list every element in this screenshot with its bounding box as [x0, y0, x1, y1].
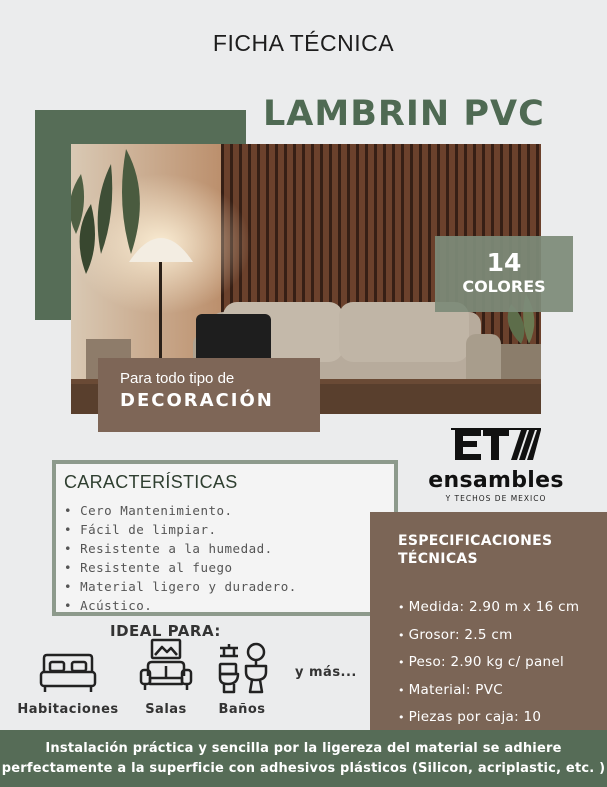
- logo-tagline: Y TECHOS DE MEXICO: [445, 494, 547, 503]
- footer-line2: perfectamente a la superficie con adhesivos plásticos (Silicon, acriplastic, etc. ): [1, 761, 606, 776]
- colors-count: 14: [486, 248, 522, 277]
- list-item: • Material ligero y duradero.: [64, 577, 394, 596]
- decoration-box: [98, 358, 320, 432]
- colors-label: COLORES: [462, 277, 546, 296]
- logo-brand-text: ensambles: [428, 468, 564, 493]
- footer-banner: [0, 730, 607, 787]
- room-label: Baños: [218, 702, 266, 717]
- room-label: Habitaciones: [17, 702, 119, 717]
- specifications-title-line1: ESPECIFICACIONES: [398, 533, 553, 549]
- room-banos: [208, 640, 276, 717]
- specifications-box: [370, 512, 607, 730]
- footer-line1: Instalación práctica y sencilla por la ligereza del material se adhiere: [45, 741, 562, 756]
- room-habitaciones: [14, 652, 122, 717]
- list-item: • Material: PVC: [398, 677, 607, 705]
- product-title: LAMBRIN PVC: [263, 94, 545, 134]
- characteristics-box: [52, 460, 398, 616]
- list-item: • Fácil de limpiar.: [64, 520, 394, 539]
- list-item: • Acústico.: [64, 596, 394, 615]
- brand-logo: [426, 428, 566, 508]
- colors-badge: [435, 236, 573, 312]
- list-item: • Cero Mantenimiento.: [64, 501, 394, 520]
- list-item: • Piezas por caja: 10: [398, 704, 607, 732]
- decoration-line2: DECORACIÓN: [120, 390, 274, 411]
- characteristics-title: CARACTERÍSTICAS: [64, 472, 238, 492]
- sofa-icon: [138, 638, 194, 694]
- list-item: • Grosor: 2.5 cm: [398, 622, 607, 650]
- logo-mark-icon: [451, 428, 541, 462]
- list-item: • Medida: 2.90 m x 16 cm: [398, 594, 607, 622]
- bed-icon: [38, 652, 98, 694]
- and-more-text: y más...: [295, 665, 357, 680]
- room-label: Salas: [145, 702, 187, 717]
- specifications-title-line2: TÉCNICAS: [398, 551, 478, 567]
- list-item: • Peso: 2.90 kg c/ panel: [398, 649, 607, 677]
- specifications-list: [398, 594, 607, 732]
- characteristics-list: [64, 501, 394, 615]
- decoration-line1: Para todo tipo de: [120, 370, 235, 387]
- ideal-title: IDEAL PARA:: [110, 622, 221, 640]
- specifications-title: [398, 532, 607, 568]
- room-salas: [130, 638, 202, 717]
- bathroom-icon: [214, 640, 270, 694]
- doc-title: FICHA TÉCNICA: [212, 30, 395, 56]
- list-item: • Resistente al fuego: [64, 558, 394, 577]
- list-item: • Resistente a la humedad.: [64, 539, 394, 558]
